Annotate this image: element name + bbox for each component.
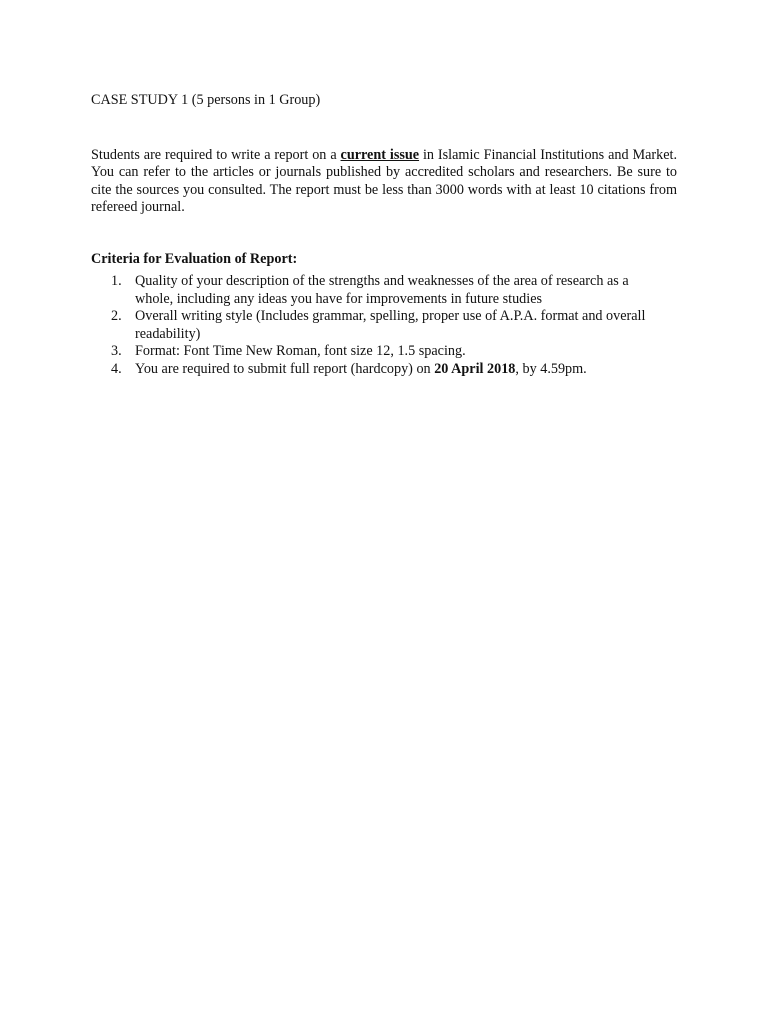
case-study-title: CASE STUDY 1 (5 persons in 1 Group) <box>91 92 321 108</box>
intro-paragraph <box>91 147 677 217</box>
intro-emphasis: current issue <box>340 146 420 163</box>
criteria-item-text <box>135 361 587 377</box>
intro-text-before: Students are required to write a report on a <box>91 146 341 163</box>
submission-date: 20 April 2018 <box>434 360 516 377</box>
criteria-item-text: Overall writing style (Includes grammar, spelling, proper use of A.P.A. format and overall readability) <box>135 308 646 342</box>
criteria-item-number: 3. <box>111 343 122 359</box>
criteria-item-1 <box>91 273 663 308</box>
criteria-item-text-before: You are required to submit full report (hardcopy) on <box>135 360 435 377</box>
criteria-list <box>91 273 677 378</box>
criteria-heading: Criteria for Evaluation of Report: <box>91 250 298 267</box>
intro-text-after: in Islamic Financial Institutions and Market. You can refer to the articles or journals published by accredited scholars and researchers. Be sure to cite the sources you consulted. The report must be less than 3000 words with at least 10 citations from refereed journal. <box>91 146 677 215</box>
criteria-item-text: Quality of your description of the strengths and weaknesses of the area of research as a whole, including any ideas you have for improvements in future studies <box>135 273 629 307</box>
criteria-item-text: Format: Font Time New Roman, font size 12, 1.5 spacing. <box>135 343 466 359</box>
document-body <box>91 92 677 378</box>
criteria-item-3 <box>91 343 663 361</box>
criteria-item-number: 4. <box>111 360 122 377</box>
criteria-item-number: 2. <box>111 308 122 324</box>
criteria-item-number: 1. <box>111 273 122 289</box>
criteria-item-2 <box>91 308 663 343</box>
criteria-item-text-after: , by 4.59pm. <box>515 360 587 377</box>
criteria-item-4 <box>91 361 663 379</box>
